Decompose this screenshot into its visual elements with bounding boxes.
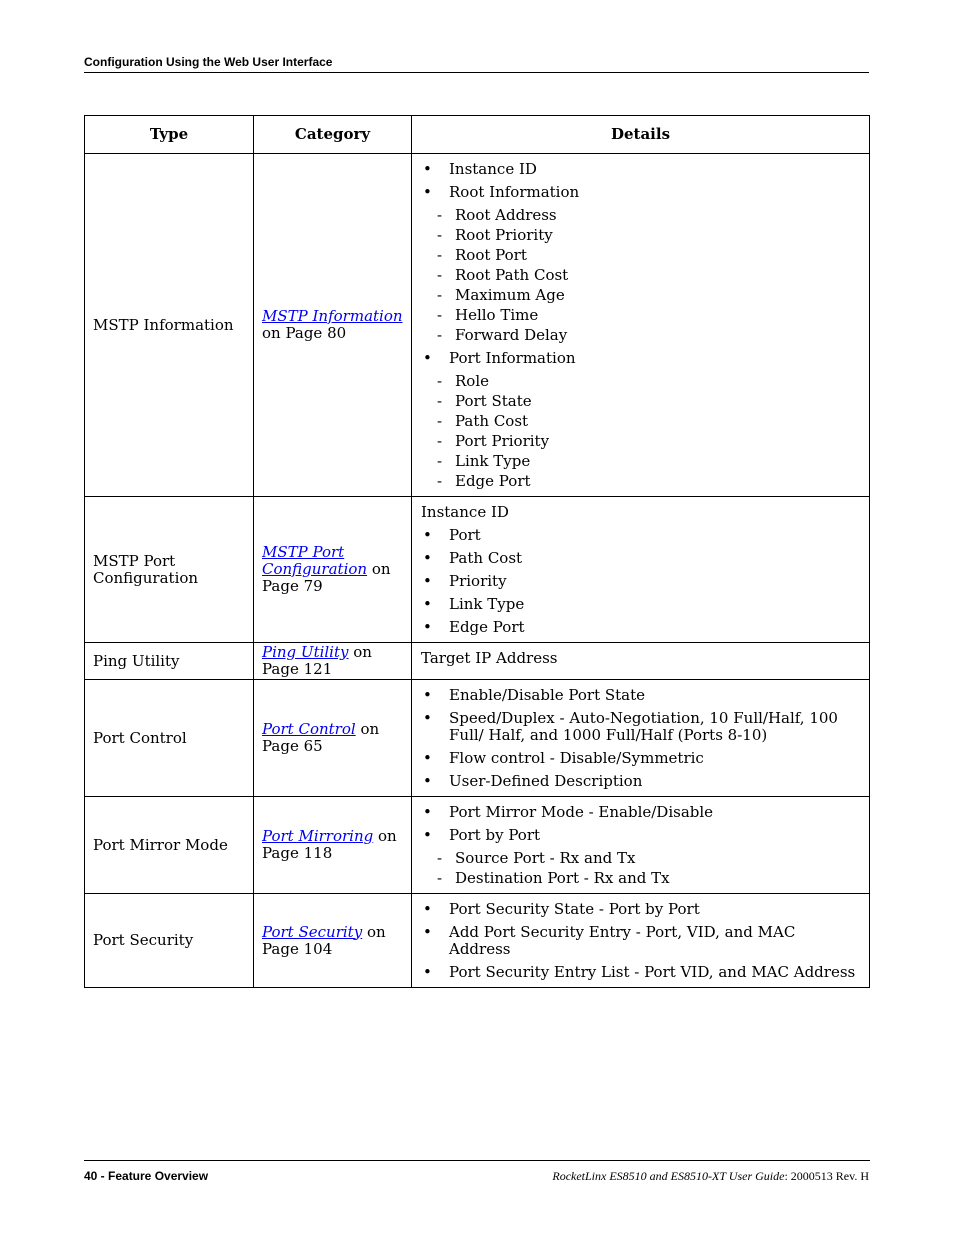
cell-category bbox=[254, 497, 412, 643]
bullet-item: • Port Information bbox=[421, 350, 861, 367]
running-header: Configuration Using the Web User Interface bbox=[84, 55, 869, 73]
dash-item: - Hello Time bbox=[421, 307, 861, 324]
dash-item: - Path Cost bbox=[421, 413, 861, 430]
category-link[interactable]: Port Security bbox=[262, 922, 363, 941]
bullet-list bbox=[421, 804, 861, 844]
page-reference: on Page 121 bbox=[262, 643, 372, 678]
cell-category bbox=[254, 797, 412, 894]
dash-item: - Source Port - Rx and Tx bbox=[421, 850, 861, 867]
dash-item: - Root Path Cost bbox=[421, 267, 861, 284]
dash-item: - Root Port bbox=[421, 247, 861, 264]
cell-category bbox=[254, 680, 412, 797]
bullet-item: • Link Type bbox=[421, 596, 861, 613]
table-row bbox=[85, 497, 870, 643]
footer-doc-title bbox=[552, 1169, 869, 1184]
bullet-item: • Instance ID bbox=[421, 161, 861, 178]
bullet-list bbox=[421, 161, 861, 201]
dash-item: - Root Address bbox=[421, 207, 861, 224]
page-reference: on Page 104 bbox=[262, 922, 386, 958]
page-reference: on Page 80 bbox=[262, 324, 347, 342]
bullet-item: • Root Information bbox=[421, 184, 861, 201]
bullet-item: • Speed/Duplex - Auto-Negotiation, 10 Full/Half, 100 Full/ Half, and 1000 Full/Half (Ports 8-10) bbox=[421, 710, 861, 744]
cell-type: Port Control bbox=[85, 680, 254, 797]
footer-divider bbox=[84, 1160, 870, 1161]
table-row bbox=[85, 797, 870, 894]
bullet-item: • Port bbox=[421, 527, 861, 544]
bullet-item: • Priority bbox=[421, 573, 861, 590]
bullet-item: • Port by Port bbox=[421, 827, 861, 844]
cell-type: Ping Utility bbox=[85, 643, 254, 680]
cell-category bbox=[254, 643, 412, 680]
bullet-list bbox=[421, 527, 861, 636]
bullet-item: • Port Security Entry List - Port VID, and MAC Address bbox=[421, 964, 861, 981]
dash-list bbox=[421, 373, 861, 490]
dash-item: - Root Priority bbox=[421, 227, 861, 244]
table-row bbox=[85, 643, 870, 680]
bullet-item: • User-Defined Description bbox=[421, 773, 861, 790]
category-link[interactable]: Ping Utility bbox=[262, 643, 349, 661]
cell-category bbox=[254, 154, 412, 497]
dash-item: - Port Priority bbox=[421, 433, 861, 450]
table-row bbox=[85, 680, 870, 797]
footer-page-label: 40 - Feature Overview bbox=[84, 1169, 209, 1183]
page-reference: on Page 118 bbox=[262, 827, 397, 862]
column-header-type: Type bbox=[85, 116, 254, 154]
bullet-item: • Port Security State - Port by Port bbox=[421, 901, 861, 918]
cell-details bbox=[412, 894, 870, 988]
category-link[interactable]: Port Control bbox=[262, 720, 356, 738]
cell-type: Port Mirror Mode bbox=[85, 797, 254, 894]
dash-list bbox=[421, 850, 861, 887]
table-body bbox=[85, 154, 870, 988]
cell-details bbox=[412, 497, 870, 643]
category-link[interactable]: Port Mirroring bbox=[262, 827, 374, 845]
bullet-item: • Edge Port bbox=[421, 619, 861, 636]
bullet-item: • Path Cost bbox=[421, 550, 861, 567]
page-reference: on Page 79 bbox=[262, 560, 391, 595]
bullet-item: • Port Mirror Mode - Enable/Disable bbox=[421, 804, 861, 821]
category-link[interactable]: MSTP Port Configuration bbox=[262, 543, 368, 578]
detail-text: Instance ID bbox=[421, 503, 509, 521]
cell-details bbox=[412, 154, 870, 497]
bullet-item: • Enable/Disable Port State bbox=[421, 687, 861, 704]
bullet-list bbox=[421, 350, 861, 367]
dash-item: - Port State bbox=[421, 393, 861, 410]
cell-type: Port Security bbox=[85, 894, 254, 988]
table-row bbox=[85, 894, 870, 988]
cell-details bbox=[412, 643, 870, 680]
dash-item: - Link Type bbox=[421, 453, 861, 470]
column-header-details: Details bbox=[412, 116, 870, 154]
cell-details bbox=[412, 797, 870, 894]
footer-doc-number: : 2000513 Rev. H bbox=[784, 1169, 869, 1183]
bullet-list bbox=[421, 687, 861, 790]
dash-list bbox=[421, 207, 861, 344]
bullet-list bbox=[421, 901, 861, 981]
dash-item: - Maximum Age bbox=[421, 287, 861, 304]
bullet-item: • Flow control - Disable/Symmetric bbox=[421, 750, 861, 767]
bullet-item: • Add Port Security Entry - Port, VID, and MAC Address bbox=[421, 924, 861, 958]
detail-text: Target IP Address bbox=[421, 649, 558, 667]
dash-item: - Role bbox=[421, 373, 861, 390]
dash-item: - Edge Port bbox=[421, 473, 861, 490]
feature-table bbox=[84, 115, 870, 988]
cell-category bbox=[254, 894, 412, 988]
cell-type: MSTP Information bbox=[85, 154, 254, 497]
table-row bbox=[85, 154, 870, 497]
dash-item: - Destination Port - Rx and Tx bbox=[421, 870, 861, 887]
page-reference: on Page 65 bbox=[262, 720, 380, 755]
cell-details bbox=[412, 680, 870, 797]
column-header-category: Category bbox=[254, 116, 412, 154]
category-link[interactable]: MSTP Information bbox=[262, 307, 403, 325]
dash-item: - Forward Delay bbox=[421, 327, 861, 344]
footer-guide-name: RocketLinx ES8510 and ES8510-XT User Guide bbox=[552, 1169, 785, 1183]
table-header-row bbox=[85, 116, 870, 154]
cell-type: MSTP Port Configuration bbox=[85, 497, 254, 643]
